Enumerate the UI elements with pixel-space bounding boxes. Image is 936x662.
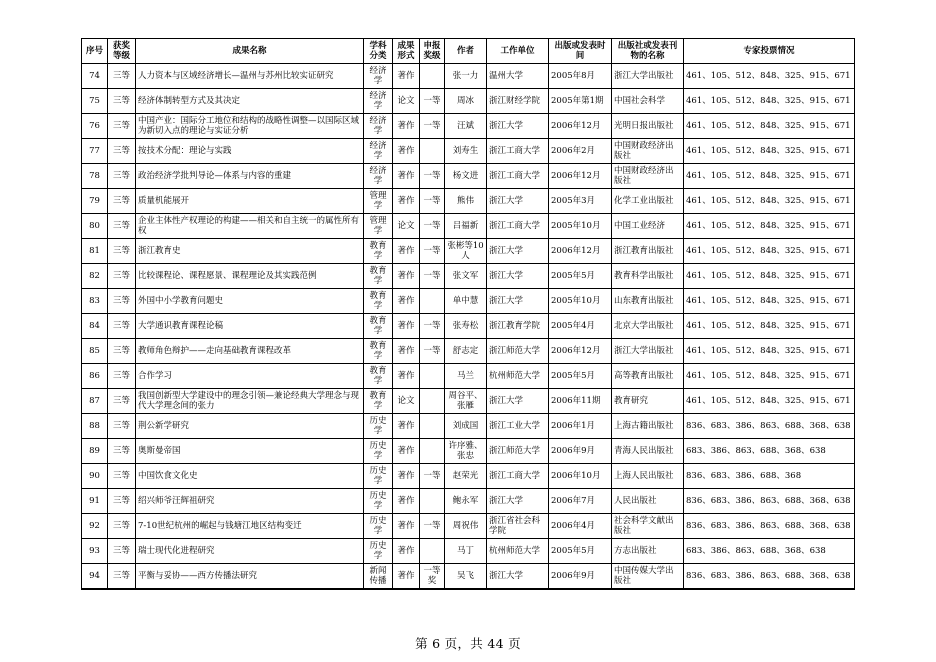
cell-votes: 461、105、512、848、325、915、671 xyxy=(684,164,855,189)
cell-form: 论文 xyxy=(393,214,420,239)
cell-unit: 杭州师范大学 xyxy=(487,539,549,564)
table-row xyxy=(82,114,855,139)
cell-form: 论文 xyxy=(393,89,420,114)
cell-award: 三等 xyxy=(108,239,136,264)
cell-unit: 浙江大学 xyxy=(487,289,549,314)
cell-seq: 90 xyxy=(82,464,108,489)
table-row xyxy=(82,364,855,389)
cell-publisher: 上海古籍出版社 xyxy=(612,414,684,439)
cell-unit: 浙江工商大学 xyxy=(487,214,549,239)
cell-date: 2006年9月 xyxy=(549,564,612,589)
cell-form: 著作 xyxy=(393,239,420,264)
cell-apply: 一等 xyxy=(420,314,445,339)
cell-discipline: 新闻传播 xyxy=(364,564,393,589)
cell-unit: 杭州师范大学 xyxy=(487,364,549,389)
cell-votes: 461、105、512、848、325、915、671 xyxy=(684,64,855,89)
cell-author: 张文军 xyxy=(445,264,487,289)
cell-discipline: 教育学 xyxy=(364,239,393,264)
cell-votes: 461、105、512、848、325、915、671 xyxy=(684,214,855,239)
cell-form: 著作 xyxy=(393,464,420,489)
cell-title: 绍兴师爷汪辉祖研究 xyxy=(136,489,364,514)
cell-unit: 浙江师范大学 xyxy=(487,339,549,364)
cell-apply: 一等 xyxy=(420,464,445,489)
cell-date: 2005年4月 xyxy=(549,314,612,339)
cell-votes: 461、105、512、848、325、915、671 xyxy=(684,89,855,114)
cell-unit: 浙江教育学院 xyxy=(487,314,549,339)
cell-award: 三等 xyxy=(108,289,136,314)
cell-unit: 浙江师范大学 xyxy=(487,439,549,464)
cell-apply: 一等奖 xyxy=(420,564,445,589)
cell-date: 2005年10月 xyxy=(549,214,612,239)
cell-seq: 94 xyxy=(82,564,108,589)
page-footer: 第 6 页，共 44 页 xyxy=(415,636,521,651)
cell-title: 奥斯曼帝国 xyxy=(136,439,364,464)
cell-apply xyxy=(420,64,445,89)
cell-title: 合作学习 xyxy=(136,364,364,389)
cell-publisher: 光明日报出版社 xyxy=(612,114,684,139)
cell-author: 刘成国 xyxy=(445,414,487,439)
cell-seq: 83 xyxy=(82,289,108,314)
cell-author: 刘寿生 xyxy=(445,139,487,164)
cell-votes: 683、386、863、688、368、638 xyxy=(684,539,855,564)
cell-form: 著作 xyxy=(393,539,420,564)
cell-date: 2006年12月 xyxy=(549,114,612,139)
table-row xyxy=(82,189,855,214)
cell-author: 张彬等10人 xyxy=(445,239,487,264)
cell-publisher: 山东教育出版社 xyxy=(612,289,684,314)
cell-date: 2006年4月 xyxy=(549,514,612,539)
cell-apply xyxy=(420,439,445,464)
cell-seq: 87 xyxy=(82,389,108,414)
cell-unit: 浙江大学 xyxy=(487,189,549,214)
cell-unit: 浙江大学 xyxy=(487,389,549,414)
cell-award: 三等 xyxy=(108,539,136,564)
cell-unit: 浙江大学 xyxy=(487,489,549,514)
cell-title: 质量机能展开 xyxy=(136,189,364,214)
cell-discipline: 教育学 xyxy=(364,264,393,289)
cell-award: 三等 xyxy=(108,64,136,89)
cell-unit: 浙江工业大学 xyxy=(487,414,549,439)
awards-table xyxy=(81,38,855,590)
cell-date: 2005年8月 xyxy=(549,64,612,89)
cell-date: 2006年12月 xyxy=(549,339,612,364)
cell-apply: 一等 xyxy=(420,514,445,539)
cell-discipline: 历史学 xyxy=(364,464,393,489)
cell-form: 著作 xyxy=(393,414,420,439)
cell-author: 舒志定 xyxy=(445,339,487,364)
table-row xyxy=(82,264,855,289)
cell-title: 大学通识教育课程论稿 xyxy=(136,314,364,339)
cell-apply: 一等 xyxy=(420,239,445,264)
cell-apply xyxy=(420,139,445,164)
cell-seq: 85 xyxy=(82,339,108,364)
table-row xyxy=(82,489,855,514)
cell-title: 比较课程论、课程愿景、课程理论及其实践范例 xyxy=(136,264,364,289)
cell-publisher: 化学工业出版社 xyxy=(612,189,684,214)
cell-votes: 461、105、512、848、325、915、671 xyxy=(684,114,855,139)
table-row xyxy=(82,564,855,589)
cell-award: 三等 xyxy=(108,314,136,339)
cell-date: 2005年10月 xyxy=(549,289,612,314)
cell-title: 7-10世纪杭州的崛起与钱塘江地区结构变迁 xyxy=(136,514,364,539)
cell-award: 三等 xyxy=(108,339,136,364)
cell-publisher: 中国传媒大学出版社 xyxy=(612,564,684,589)
cell-votes: 836、683、386、863、688、368、638 xyxy=(684,489,855,514)
cell-award: 三等 xyxy=(108,564,136,589)
cell-title: 中国产业：国际分工地位和结构的战略性调整—以国际区域为新切入点的理论与实证分析 xyxy=(136,114,364,139)
cell-apply xyxy=(420,364,445,389)
header-award: 获奖等级 xyxy=(108,39,136,64)
table-row xyxy=(82,389,855,414)
cell-award: 三等 xyxy=(108,164,136,189)
cell-author: 马丁 xyxy=(445,539,487,564)
cell-apply: 一等 xyxy=(420,264,445,289)
header-unit: 工作单位 xyxy=(487,39,549,64)
cell-title: 浙江教育史 xyxy=(136,239,364,264)
cell-unit: 浙江大学 xyxy=(487,264,549,289)
cell-seq: 75 xyxy=(82,89,108,114)
cell-discipline: 经济学 xyxy=(364,114,393,139)
cell-date: 2005年5月 xyxy=(549,539,612,564)
table-row xyxy=(82,164,855,189)
table-row xyxy=(82,214,855,239)
table-row xyxy=(82,239,855,264)
cell-form: 著作 xyxy=(393,264,420,289)
cell-seq: 92 xyxy=(82,514,108,539)
cell-author: 周祝伟 xyxy=(445,514,487,539)
cell-publisher: 青海人民出版社 xyxy=(612,439,684,464)
cell-votes: 461、105、512、848、325、915、671 xyxy=(684,389,855,414)
cell-publisher: 社会科学文献出版社 xyxy=(612,514,684,539)
cell-seq: 77 xyxy=(82,139,108,164)
cell-award: 三等 xyxy=(108,464,136,489)
cell-publisher: 北京大学出版社 xyxy=(612,314,684,339)
cell-publisher: 教育研究 xyxy=(612,389,684,414)
cell-publisher: 中国财政经济出版社 xyxy=(612,139,684,164)
cell-date: 2005年第1期 xyxy=(549,89,612,114)
cell-form: 论文 xyxy=(393,389,420,414)
table-row xyxy=(82,64,855,89)
cell-title: 外国中小学教育问题史 xyxy=(136,289,364,314)
header-form: 成果形式 xyxy=(393,39,420,64)
cell-date: 2005年3月 xyxy=(549,189,612,214)
cell-discipline: 教育学 xyxy=(364,339,393,364)
cell-publisher: 上海人民出版社 xyxy=(612,464,684,489)
cell-title: 中国饮食文化史 xyxy=(136,464,364,489)
cell-form: 著作 xyxy=(393,439,420,464)
cell-discipline: 历史学 xyxy=(364,439,393,464)
cell-apply: 一等 xyxy=(420,189,445,214)
cell-apply: 一等 xyxy=(420,164,445,189)
cell-discipline: 管理学 xyxy=(364,214,393,239)
cell-discipline: 教育学 xyxy=(364,289,393,314)
cell-award: 三等 xyxy=(108,214,136,239)
cell-publisher: 方志出版社 xyxy=(612,539,684,564)
cell-unit: 浙江大学 xyxy=(487,564,549,589)
cell-unit: 浙江工商大学 xyxy=(487,164,549,189)
cell-seq: 91 xyxy=(82,489,108,514)
cell-date: 2006年2月 xyxy=(549,139,612,164)
cell-title: 我国创新型大学建设中的理念引领—兼论经典大学理念与现代大学理念间的张力 xyxy=(136,389,364,414)
cell-title: 荆公新学研究 xyxy=(136,414,364,439)
cell-seq: 76 xyxy=(82,114,108,139)
cell-date: 2005年5月 xyxy=(549,264,612,289)
cell-unit: 温州大学 xyxy=(487,64,549,89)
header-title: 成果名称 xyxy=(136,39,364,64)
cell-publisher: 人民出版社 xyxy=(612,489,684,514)
cell-discipline: 教育学 xyxy=(364,389,393,414)
cell-publisher: 浙江大学出版社 xyxy=(612,64,684,89)
table-body xyxy=(82,64,855,589)
cell-discipline: 历史学 xyxy=(364,514,393,539)
header-author: 作者 xyxy=(445,39,487,64)
header-publisher: 出版社或发表刊物的名称 xyxy=(612,39,684,64)
cell-discipline: 经济学 xyxy=(364,89,393,114)
cell-title: 按技术分配：理论与实践 xyxy=(136,139,364,164)
cell-votes: 461、105、512、848、325、915、671 xyxy=(684,264,855,289)
header-discipline: 学科分类 xyxy=(364,39,393,64)
cell-award: 三等 xyxy=(108,414,136,439)
cell-author: 周冰 xyxy=(445,89,487,114)
cell-form: 著作 xyxy=(393,139,420,164)
cell-seq: 74 xyxy=(82,64,108,89)
cell-unit: 浙江工商大学 xyxy=(487,139,549,164)
cell-votes: 836、683、386、688、368 xyxy=(684,464,855,489)
cell-discipline: 经济学 xyxy=(364,139,393,164)
cell-date: 2006年9月 xyxy=(549,439,612,464)
cell-form: 著作 xyxy=(393,339,420,364)
cell-form: 著作 xyxy=(393,489,420,514)
cell-apply xyxy=(420,389,445,414)
cell-award: 三等 xyxy=(108,89,136,114)
cell-votes: 461、105、512、848、325、915、671 xyxy=(684,314,855,339)
table-header-row xyxy=(82,39,855,64)
cell-title: 政治经济学批判导论—体系与内容的重建 xyxy=(136,164,364,189)
cell-form: 著作 xyxy=(393,114,420,139)
cell-author: 许序雅、张忠 xyxy=(445,439,487,464)
cell-votes: 836、683、386、863、688、368、638 xyxy=(684,564,855,589)
cell-unit: 浙江大学 xyxy=(487,239,549,264)
cell-date: 2006年1月 xyxy=(549,414,612,439)
cell-title: 经济体制转型方式及其决定 xyxy=(136,89,364,114)
cell-discipline: 教育学 xyxy=(364,364,393,389)
cell-publisher: 中国社会科学 xyxy=(612,89,684,114)
table-row xyxy=(82,464,855,489)
table-row xyxy=(82,139,855,164)
cell-form: 著作 xyxy=(393,64,420,89)
cell-unit: 浙江大学 xyxy=(487,114,549,139)
cell-date: 2006年10月 xyxy=(549,464,612,489)
cell-apply xyxy=(420,539,445,564)
cell-votes: 461、105、512、848、325、915、671 xyxy=(684,289,855,314)
cell-publisher: 浙江大学出版社 xyxy=(612,339,684,364)
header-votes: 专家投票情况 xyxy=(684,39,855,64)
cell-date: 2006年7月 xyxy=(549,489,612,514)
cell-votes: 683、386、863、688、368、638 xyxy=(684,439,855,464)
cell-discipline: 历史学 xyxy=(364,539,393,564)
header-seq: 序号 xyxy=(82,39,108,64)
cell-form: 著作 xyxy=(393,364,420,389)
cell-form: 著作 xyxy=(393,289,420,314)
table-row xyxy=(82,289,855,314)
cell-seq: 81 xyxy=(82,239,108,264)
cell-title: 平衡与妥协——西方传播法研究 xyxy=(136,564,364,589)
header-apply: 申报奖级 xyxy=(420,39,445,64)
table-row xyxy=(82,439,855,464)
cell-author: 吕福新 xyxy=(445,214,487,239)
cell-apply xyxy=(420,414,445,439)
cell-publisher: 中国财政经济出版社 xyxy=(612,164,684,189)
cell-award: 三等 xyxy=(108,364,136,389)
cell-date: 2006年11期 xyxy=(549,389,612,414)
cell-author: 单中慧 xyxy=(445,289,487,314)
cell-unit: 浙江工商大学 xyxy=(487,464,549,489)
table-row xyxy=(82,514,855,539)
cell-form: 著作 xyxy=(393,164,420,189)
cell-seq: 88 xyxy=(82,414,108,439)
table-row xyxy=(82,89,855,114)
cell-apply: 一等 xyxy=(420,114,445,139)
cell-votes: 461、105、512、848、325、915、671 xyxy=(684,139,855,164)
cell-author: 张一力 xyxy=(445,64,487,89)
cell-publisher: 教育科学出版社 xyxy=(612,264,684,289)
cell-apply xyxy=(420,489,445,514)
cell-title: 人力资本与区域经济增长—温州与苏州比较实证研究 xyxy=(136,64,364,89)
cell-votes: 836、683、386、863、688、368、638 xyxy=(684,414,855,439)
cell-award: 三等 xyxy=(108,489,136,514)
cell-award: 三等 xyxy=(108,139,136,164)
cell-award: 三等 xyxy=(108,514,136,539)
cell-votes: 461、105、512、848、325、915、671 xyxy=(684,339,855,364)
cell-apply: 一等 xyxy=(420,89,445,114)
cell-seq: 79 xyxy=(82,189,108,214)
cell-award: 三等 xyxy=(108,264,136,289)
cell-apply xyxy=(420,289,445,314)
cell-seq: 86 xyxy=(82,364,108,389)
cell-award: 三等 xyxy=(108,114,136,139)
cell-award: 三等 xyxy=(108,439,136,464)
cell-author: 汪斌 xyxy=(445,114,487,139)
cell-author: 马兰 xyxy=(445,364,487,389)
cell-discipline: 管理学 xyxy=(364,189,393,214)
cell-apply: 一等 xyxy=(420,214,445,239)
cell-publisher: 浙江教育出版社 xyxy=(612,239,684,264)
cell-discipline: 经济学 xyxy=(364,164,393,189)
cell-discipline: 历史学 xyxy=(364,489,393,514)
cell-date: 2006年12月 xyxy=(549,239,612,264)
cell-author: 熊伟 xyxy=(445,189,487,214)
cell-title: 教师角色辩护——走向基础教育课程改革 xyxy=(136,339,364,364)
cell-seq: 84 xyxy=(82,314,108,339)
cell-seq: 82 xyxy=(82,264,108,289)
cell-unit: 浙江省社会科学院 xyxy=(487,514,549,539)
cell-form: 著作 xyxy=(393,564,420,589)
cell-discipline: 经济学 xyxy=(364,64,393,89)
cell-author: 鲍永军 xyxy=(445,489,487,514)
cell-seq: 78 xyxy=(82,164,108,189)
cell-author: 周谷平、张雁 xyxy=(445,389,487,414)
cell-votes: 461、105、512、848、325、915、671 xyxy=(684,189,855,214)
cell-form: 著作 xyxy=(393,314,420,339)
cell-form: 著作 xyxy=(393,189,420,214)
cell-votes: 461、105、512、848、325、915、671 xyxy=(684,239,855,264)
cell-date: 2006年12月 xyxy=(549,164,612,189)
cell-award: 三等 xyxy=(108,389,136,414)
cell-apply: 一等 xyxy=(420,339,445,364)
cell-author: 张寿松 xyxy=(445,314,487,339)
cell-title: 企业主体性产权理论的构建——相关和自主统一的属性所有权 xyxy=(136,214,364,239)
cell-publisher: 中国工业经济 xyxy=(612,214,684,239)
cell-author: 赵荣光 xyxy=(445,464,487,489)
cell-award: 三等 xyxy=(108,189,136,214)
header-date: 出版或发表时间 xyxy=(549,39,612,64)
cell-seq: 93 xyxy=(82,539,108,564)
table-row xyxy=(82,339,855,364)
cell-publisher: 高等教育出版社 xyxy=(612,364,684,389)
cell-seq: 89 xyxy=(82,439,108,464)
cell-discipline: 教育学 xyxy=(364,314,393,339)
cell-votes: 461、105、512、848、325、915、671 xyxy=(684,364,855,389)
cell-author: 杨文进 xyxy=(445,164,487,189)
table-row xyxy=(82,414,855,439)
cell-discipline: 历史学 xyxy=(364,414,393,439)
cell-votes: 836、683、386、863、688、368、638 xyxy=(684,514,855,539)
table-row xyxy=(82,539,855,564)
cell-author: 吴飞 xyxy=(445,564,487,589)
cell-form: 著作 xyxy=(393,514,420,539)
cell-seq: 80 xyxy=(82,214,108,239)
cell-date: 2005年5月 xyxy=(549,364,612,389)
cell-unit: 浙江财经学院 xyxy=(487,89,549,114)
table-row xyxy=(82,314,855,339)
cell-title: 瑞士现代化进程研究 xyxy=(136,539,364,564)
